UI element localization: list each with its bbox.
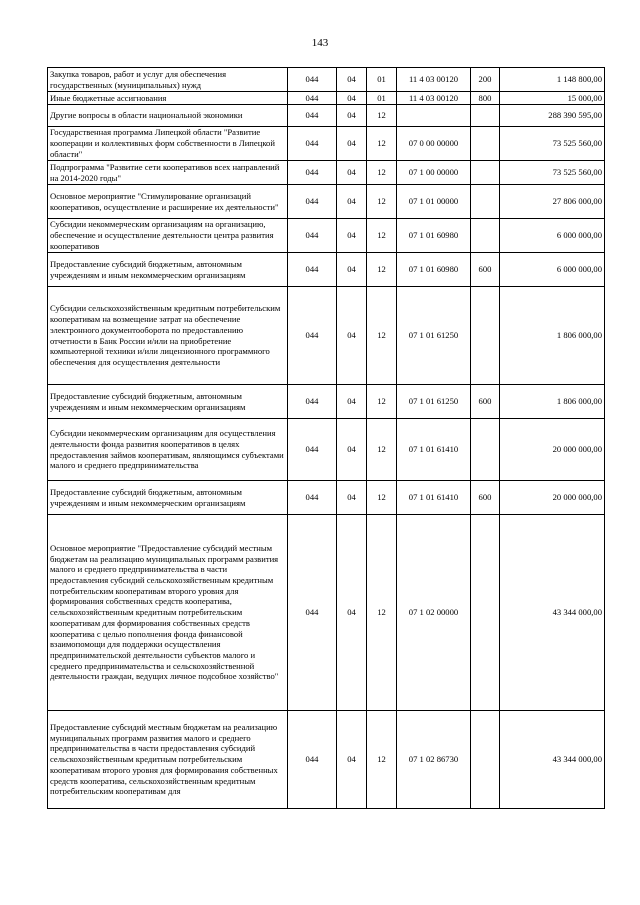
expense-type bbox=[471, 127, 500, 161]
subsection-code: 12 bbox=[367, 287, 397, 385]
ministry-code: 044 bbox=[288, 253, 337, 287]
table-row bbox=[48, 481, 605, 515]
target-article: 07 1 00 00000 bbox=[397, 161, 471, 185]
target-article: 07 1 01 61250 bbox=[397, 385, 471, 419]
subsection-code: 12 bbox=[367, 419, 397, 481]
budget-table bbox=[47, 67, 605, 809]
table-row bbox=[48, 68, 605, 92]
ministry-code: 044 bbox=[288, 185, 337, 219]
row-name: Основное мероприятие "Предоставление субсидий местным бюджетам на реализацию муниципальных программ развития малого и среднего предпринимательства в части предоставления субсидий сельскохозяйственным кредитным потребительским кооперативам второго уровня для формирования собственных средств кооператива, сельскохозяйственным кредитным потребительским кооперативам для формирования собственных средств кооператива с целью пополнения фонда финансовой взаимопомощи для поддержки осуществления предпринимательской деятельности субъектов малого и среднего предпринимательства и сельскохозяйственной деятельности граждан, ведущих личное подсобное хозяйство" bbox=[48, 515, 288, 711]
section-code: 04 bbox=[337, 68, 367, 92]
target-article: 07 0 00 00000 bbox=[397, 127, 471, 161]
target-article: 11 4 03 00120 bbox=[397, 68, 471, 92]
target-article: 07 1 01 61410 bbox=[397, 481, 471, 515]
section-code: 04 bbox=[337, 481, 367, 515]
target-article: 11 4 03 00120 bbox=[397, 92, 471, 105]
amount: 6 000 000,00 bbox=[500, 253, 605, 287]
row-name: Предоставление субсидий местным бюджетам на реализацию муниципальных программ развития малого и среднего предпринимательства в части предоставления субсидий сельскохозяйственным кредитным потребительским кооперативам второго уровня для формирования собственных средств кооператива, сельскохозяйственным кредитным потребительским кооперативам для bbox=[48, 711, 288, 809]
amount: 73 525 560,00 bbox=[500, 161, 605, 185]
target-article bbox=[397, 105, 471, 127]
amount: 1 148 800,00 bbox=[500, 68, 605, 92]
section-code: 04 bbox=[337, 127, 367, 161]
amount: 288 390 595,00 bbox=[500, 105, 605, 127]
row-name: Подпрограмма "Развитие сети кооперативов всех направлений на 2014-2020 годы" bbox=[48, 161, 288, 185]
target-article: 07 1 01 60980 bbox=[397, 219, 471, 253]
amount: 20 000 000,00 bbox=[500, 419, 605, 481]
amount: 1 806 000,00 bbox=[500, 287, 605, 385]
subsection-code: 12 bbox=[367, 161, 397, 185]
subsection-code: 12 bbox=[367, 515, 397, 711]
row-name: Иные бюджетные ассигнования bbox=[48, 92, 288, 105]
ministry-code: 044 bbox=[288, 219, 337, 253]
expense-type bbox=[471, 711, 500, 809]
section-code: 04 bbox=[337, 711, 367, 809]
subsection-code: 12 bbox=[367, 481, 397, 515]
expense-type: 600 bbox=[471, 385, 500, 419]
section-code: 04 bbox=[337, 419, 367, 481]
subsection-code: 01 bbox=[367, 68, 397, 92]
table-row bbox=[48, 385, 605, 419]
table-row bbox=[48, 105, 605, 127]
expense-type: 800 bbox=[471, 92, 500, 105]
subsection-code: 12 bbox=[367, 185, 397, 219]
section-code: 04 bbox=[337, 515, 367, 711]
row-name: Предоставление субсидий бюджетным, автономным учреждениям и иным некоммерческим организациям bbox=[48, 385, 288, 419]
amount: 43 344 000,00 bbox=[500, 711, 605, 809]
expense-type bbox=[471, 105, 500, 127]
amount: 20 000 000,00 bbox=[500, 481, 605, 515]
target-article: 07 1 02 86730 bbox=[397, 711, 471, 809]
expense-type: 600 bbox=[471, 253, 500, 287]
table-row bbox=[48, 161, 605, 185]
subsection-code: 12 bbox=[367, 105, 397, 127]
subsection-code: 12 bbox=[367, 385, 397, 419]
section-code: 04 bbox=[337, 161, 367, 185]
table-row bbox=[48, 287, 605, 385]
target-article: 07 1 01 00000 bbox=[397, 185, 471, 219]
row-name: Субсидии сельскохозяйственным кредитным потребительским кооперативам на возмещение затрат на обеспечение электронного документооборота по предоставлению отчетности в Банк России и/или на приобретение компьютерной техники и/или лицензионного программного обеспечения для осуществления деятельности bbox=[48, 287, 288, 385]
amount: 73 525 560,00 bbox=[500, 127, 605, 161]
section-code: 04 bbox=[337, 287, 367, 385]
expense-type bbox=[471, 419, 500, 481]
table-row bbox=[48, 185, 605, 219]
ministry-code: 044 bbox=[288, 419, 337, 481]
table-row bbox=[48, 253, 605, 287]
expense-type bbox=[471, 515, 500, 711]
ministry-code: 044 bbox=[288, 385, 337, 419]
budget-table-body bbox=[48, 68, 605, 809]
ministry-code: 044 bbox=[288, 481, 337, 515]
row-name: Другие вопросы в области национальной экономики bbox=[48, 105, 288, 127]
subsection-code: 12 bbox=[367, 711, 397, 809]
section-code: 04 bbox=[337, 92, 367, 105]
amount: 6 000 000,00 bbox=[500, 219, 605, 253]
expense-type: 200 bbox=[471, 68, 500, 92]
table-row bbox=[48, 419, 605, 481]
subsection-code: 12 bbox=[367, 253, 397, 287]
row-name: Предоставление субсидий бюджетным, автономным учреждениям и иным некоммерческим организациям bbox=[48, 253, 288, 287]
expense-type bbox=[471, 287, 500, 385]
subsection-code: 12 bbox=[367, 127, 397, 161]
section-code: 04 bbox=[337, 385, 367, 419]
section-code: 04 bbox=[337, 219, 367, 253]
expense-type: 600 bbox=[471, 481, 500, 515]
ministry-code: 044 bbox=[288, 105, 337, 127]
ministry-code: 044 bbox=[288, 711, 337, 809]
ministry-code: 044 bbox=[288, 287, 337, 385]
ministry-code: 044 bbox=[288, 92, 337, 105]
row-name: Закупка товаров, работ и услуг для обеспечения государственных (муниципальных) нужд bbox=[48, 68, 288, 92]
amount: 43 344 000,00 bbox=[500, 515, 605, 711]
amount: 1 806 000,00 bbox=[500, 385, 605, 419]
expense-type bbox=[471, 161, 500, 185]
ministry-code: 044 bbox=[288, 127, 337, 161]
row-name: Субсидии некоммерческим организациям для осуществления деятельности фонда развития кооперативов в целях предоставления займов кооперативам, являющимся субъектами малого и среднего предпринимательства bbox=[48, 419, 288, 481]
subsection-code: 01 bbox=[367, 92, 397, 105]
target-article: 07 1 01 61410 bbox=[397, 419, 471, 481]
section-code: 04 bbox=[337, 105, 367, 127]
target-article: 07 1 01 60980 bbox=[397, 253, 471, 287]
table-row bbox=[48, 92, 605, 105]
page-number: 143 bbox=[311, 37, 329, 49]
table-row bbox=[48, 711, 605, 809]
ministry-code: 044 bbox=[288, 161, 337, 185]
ministry-code: 044 bbox=[288, 68, 337, 92]
target-article: 07 1 02 00000 bbox=[397, 515, 471, 711]
table-row bbox=[48, 219, 605, 253]
amount: 15 000,00 bbox=[500, 92, 605, 105]
row-name: Субсидии некоммерческим организациям на организацию, обеспечение и осуществление деятельности центра развития кооперативов bbox=[48, 219, 288, 253]
ministry-code: 044 bbox=[288, 515, 337, 711]
subsection-code: 12 bbox=[367, 219, 397, 253]
expense-type bbox=[471, 185, 500, 219]
table-row bbox=[48, 127, 605, 161]
section-code: 04 bbox=[337, 185, 367, 219]
row-name: Основное мероприятие "Стимулирование организаций кооперативов, осуществление и расширение их деятельности" bbox=[48, 185, 288, 219]
expense-type bbox=[471, 219, 500, 253]
section-code: 04 bbox=[337, 253, 367, 287]
row-name: Предоставление субсидий бюджетным, автономным учреждениям и иным некоммерческим организациям bbox=[48, 481, 288, 515]
table-row bbox=[48, 515, 605, 711]
amount: 27 806 000,00 bbox=[500, 185, 605, 219]
row-name: Государственная программа Липецкой области "Развитие кооперации и коллективных форм собственности в Липецкой области" bbox=[48, 127, 288, 161]
target-article: 07 1 01 61250 bbox=[397, 287, 471, 385]
